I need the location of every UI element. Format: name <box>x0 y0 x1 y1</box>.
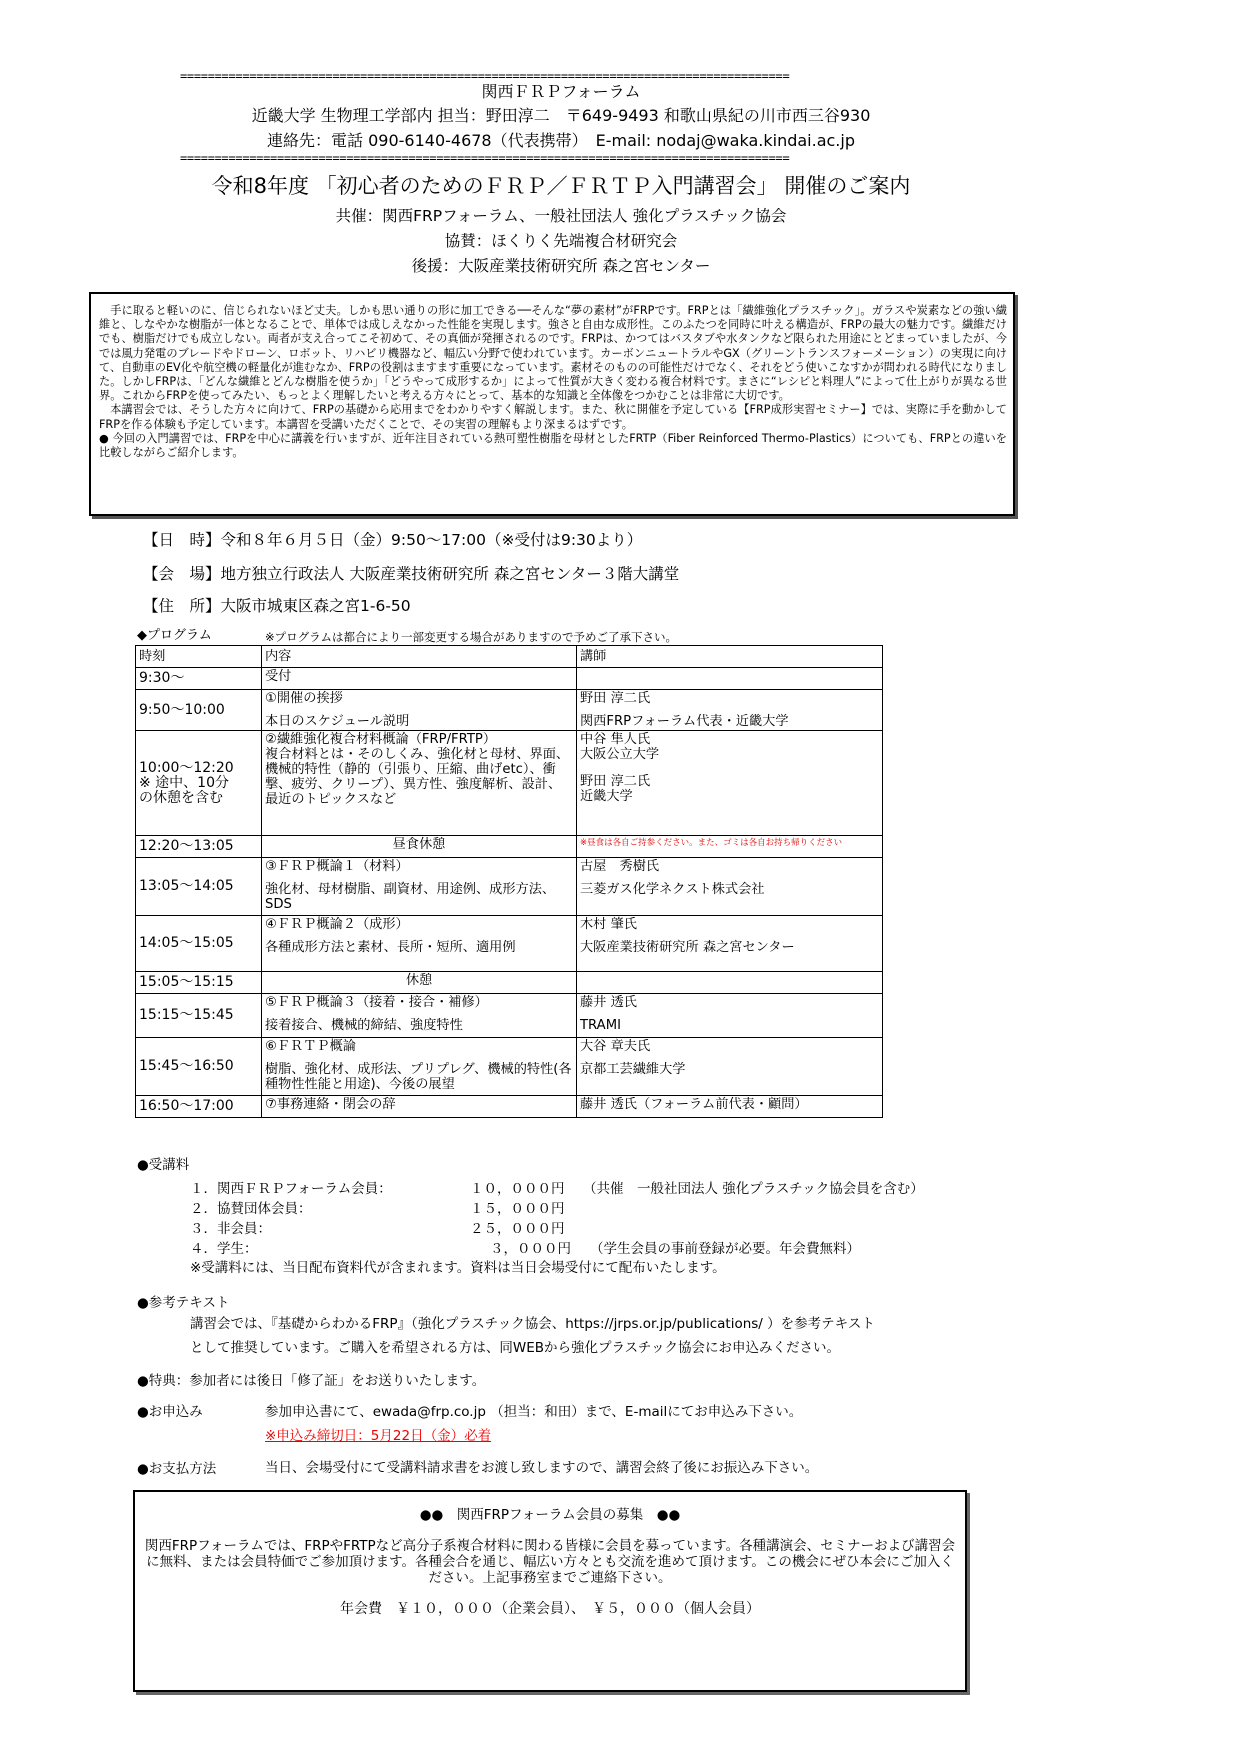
program-content-line: ①開催の挨拶 <box>265 691 343 706</box>
fees-footnote: ※受講料には、当日配布資料代が含まれます。資料は当日会場受付にて配布いたします。 <box>190 1260 726 1276</box>
program-time: 9:30～ <box>136 668 262 690</box>
program-time: 13:05～14:05 <box>136 858 262 916</box>
program-content <box>262 972 577 994</box>
fees-label: ●受講料 <box>137 1157 190 1173</box>
program-content <box>262 994 577 1038</box>
program-lecturer <box>577 972 883 994</box>
program-time: 12:20～13:05 <box>136 836 262 858</box>
table-row <box>136 668 883 690</box>
program-content-line: 昼食休憩 <box>392 837 446 852</box>
program-lecturer <box>577 916 883 972</box>
fee-price: ３，０００円 <box>490 1241 571 1257</box>
fee-name: １．関西ＦＲＰフォーラム会員： <box>190 1181 392 1197</box>
program-content <box>262 1096 577 1118</box>
program-content <box>262 668 577 690</box>
table-row <box>136 1038 883 1096</box>
program-table <box>135 645 883 1118</box>
support-line: 協賛：ほくりく先端複合材研究会 <box>444 232 678 250</box>
program-lecturer-line: 関西FRPフォーラム代表・近畿大学 <box>580 714 789 729</box>
table-row <box>136 916 883 972</box>
event-venue: 【会 場】地方独立行政法人 大阪産業技術研究所 森之宮センター３階大講堂 <box>143 565 680 583</box>
payment-text: 当日、会場受付にて受講料請求書をお渡し致しますので、講習会終了後にお振込み下さい。 <box>265 1460 819 1476</box>
intro-paragraph-3: ● 今回の入門講習では、FRPを中心に講義を行いますが、近年注目されている熱可塑性樹脂を母材としたFRTP（Fiber Reinforced Thermo-Plastics）についても、FRPとの違いを比較しながらご紹介します。 <box>99 431 1007 460</box>
program-lecturer <box>577 1038 883 1096</box>
program-lecturer <box>577 731 883 836</box>
textbook-line-1: 講習会では、『基礎からわかるFRP』（強化プラスチック協会、https://jrps.or.jp/publications/ ）を参考テキスト <box>190 1316 875 1332</box>
textbook-label: ●参考テキスト <box>137 1295 230 1311</box>
org-contact: 連絡先：電話 090-6140-4678（代表携帯） E-mail: nodaj@waka.kindai.ac.jp <box>267 131 855 150</box>
table-row <box>136 731 883 836</box>
member-body: 関西FRPフォーラムでは、FRPやFRTPなど高分子系複合材料に関わる皆様に会員を募っています。各種講演会、セミナーおよび講習会に無料、または会員特価でご参加頂けます。各種会合を通じ、幅広い方々とも交流を進めて頂けます。この機会にぜひ本会にご加入ください。上記事務室までご連絡下さい。 <box>144 1538 956 1586</box>
program-content-line: ⑦事務連絡・閉会の辞 <box>265 1097 396 1112</box>
member-recruit-box <box>133 1490 967 1692</box>
program-lecturer-line: 野田 淳二氏 <box>580 774 651 789</box>
program-content-line: 強化材、母材樹脂、副資材、用途例、成形方法、SDS <box>265 882 556 912</box>
program-label: ◆プログラム <box>137 628 212 643</box>
table-row <box>136 972 883 994</box>
program-time: 10:00～12:20 ※ 途中、10分 の休憩を含む <box>136 731 262 836</box>
program-content-line: ⑥ＦＲＴＰ概論 <box>265 1039 356 1054</box>
program-lecturer-line: 大谷 章夫氏 <box>580 1039 651 1054</box>
program-content-line: 各種成形方法と素材、長所・短所、適用例 <box>265 940 516 955</box>
program-time: 9:50～10:00 <box>136 690 262 731</box>
header-rule-bottom: ======================================================================================== <box>180 152 790 164</box>
program-content <box>262 858 577 916</box>
program-lecturer-line: 大阪公立大学 <box>580 747 660 762</box>
event-address: 【住 所】大阪市城東区森之宮1-6-50 <box>143 597 411 615</box>
program-lecturer-line: 藤井 透氏（フォーラム前代表・顧問） <box>580 1097 808 1112</box>
program-lecturer-line: 中谷 隼人氏 <box>580 732 651 747</box>
program-lecturer <box>577 858 883 916</box>
program-content-line: ②繊維強化複合材料概論（FRP/FRTP） <box>265 732 497 747</box>
page-title: 令和8年度 「初心者のためのＦＲＰ／ＦＲＴＰ入門講習会」 開催のご案内 <box>211 174 911 198</box>
program-lecturer-line: 大阪産業技術研究所 森之宮センター <box>580 940 795 955</box>
program-content-line: 受付 <box>265 669 292 684</box>
table-row <box>136 858 883 916</box>
program-lecturer-line: 古屋 秀樹氏 <box>580 859 660 874</box>
fee-note: （学生会員の事前登録が必要。年会費無料） <box>590 1241 860 1257</box>
member-title: ●● 関西FRPフォーラム会員の募集 ●● <box>419 1507 681 1523</box>
apply-line: 参加申込書にて、ewada@frp.co.jp （担当：和田）まで、E-mailにてお申込み下さい。 <box>265 1404 803 1420</box>
program-lecturer <box>577 690 883 731</box>
program-content <box>262 916 577 972</box>
fee-price: ２５，０００円 <box>470 1221 565 1237</box>
program-content-line: ⑤ＦＲＰ概論３（接着・接合・補修） <box>265 995 488 1010</box>
program-content-line: 複合材料とは・そのしくみ、強化材と母材、界面、機械的特性（静的（引張り、圧縮、曲げetc）、衝撃、疲労、クリープ）、異方性、強度解析、設計、最近のトピックスなど <box>265 747 570 807</box>
program-content <box>262 1038 577 1096</box>
fee-price: １５，０００円 <box>470 1201 565 1217</box>
fee-price: １０，０００円 <box>470 1181 565 1197</box>
program-time: 15:15～15:45 <box>136 994 262 1038</box>
program-time: 15:45～16:50 <box>136 1038 262 1096</box>
program-header-row <box>136 646 883 668</box>
fee-note: （共催 一般社団法人 強化プラスチック協会員を含む） <box>583 1181 924 1197</box>
fee-name: ４．学生： <box>190 1241 258 1257</box>
table-row <box>136 1096 883 1118</box>
benefit-line: ●特典：参加者には後日「修了証」をお送りいたします。 <box>137 1373 486 1389</box>
apply-deadline: ※申込み締切日：5月22日（金）必着 <box>265 1428 492 1444</box>
table-row <box>136 836 883 858</box>
program-content <box>262 836 577 858</box>
program-note: ※プログラムは都合により一部変更する場合がありますので予めご了承下さい。 <box>265 630 678 644</box>
program-content <box>262 731 577 836</box>
textbook-line-2: として推奨しています。ご購入を希望される方は、同WEBから強化プラスチック協会にお申込みください。 <box>190 1340 840 1356</box>
program-time: 15:05～15:15 <box>136 972 262 994</box>
event-datetime: 【日 時】令和８年６月５日（金）9:50～17:00（※受付は9:30より） <box>143 531 643 549</box>
program-header-cell: 内容 <box>262 646 577 668</box>
header-rule-top: ======================================================================================== <box>180 70 790 82</box>
program-time: 14:05～15:05 <box>136 916 262 972</box>
program-content-line: ④ＦＲＰ概論２（成形） <box>265 917 409 932</box>
program-content-line: 樹脂、強化材、成形法、プリプレグ、機械的特性(各種物性性能と用途)、今後の展望 <box>265 1062 572 1092</box>
intro-paragraph-1: 手に取ると軽いのに、信じられないほど丈夫。しかも思い通りの形に加工できる──そんな“夢の素材”がFRPです。FRPとは「繊維強化プラスチック」。ガラスや炭素などの強い繊維と、しなやかな樹脂が一体となることで、単体では成しえなかった性能を実現します。強さと自由な成形性。このふたつを同時に叶える構造が、FRPの最大の魅力です。繊維だけでも、樹脂だけでも成立しない。両者が支え合ってこそ初めて、その真価が発揮されるのです。FRPは、かつてはバスタブや水タンクなど限られた用途にとどまっていましたが、今では風力発電のブレードやドローン、ロボット、リハビリ機器など、幅広い分野で使われています。カーボンニュートラルやGX（グリーントランスフォーメーション）の実現に向けて、自動車のEV化や航空機の軽量化が進むなか、FRPの役割はますます重要になっています。素材そのものの可能性だけでなく、それをどう使いこなすかが問われる時代になりました。しかしFRPは、「どんな繊維とどんな樹脂を使うか」「どうやって成形するか」によって性質が大きく変わる複合材料です。まさに“レシピと料理人”によって仕上がりが異なる世界。これからFRPを使ってみたい、もっとよく理解したいと考える方々にとって、基本的な知識と全体像をつかむことは非常に大切です。 <box>99 304 1007 403</box>
apply-label: ●お申込み <box>137 1404 203 1420</box>
table-row <box>136 994 883 1038</box>
program-lecturer-line: TRAMI <box>580 1018 621 1033</box>
program-header-cell: 講師 <box>577 646 883 668</box>
program-lecturer-line: 三菱ガス化学ネクスト株式会社 <box>580 882 765 897</box>
program-content <box>262 690 577 731</box>
program-content-line: ③ＦＲＰ概論１（材料） <box>265 859 409 874</box>
fee-name: ２．協賛団体会員： <box>190 1201 312 1217</box>
program-header-cell: 時刻 <box>136 646 262 668</box>
member-fee: 年会費 ￥１０，０００（企業会員）、 ￥５，０００（個人会員） <box>340 1601 760 1617</box>
org-name: 関西ＦＲＰフォーラム <box>481 82 641 101</box>
program-lecturer-line: 野田 淳二氏 <box>580 691 651 706</box>
program-lecturer-line: 藤井 透氏 <box>580 995 637 1010</box>
program-content-line: 接着接合、機械的締結、強度特性 <box>265 1018 463 1033</box>
payment-label: ●お支払方法 <box>137 1461 217 1477</box>
program-lecturer-line: 木村 肇氏 <box>580 917 637 932</box>
program-lecturer <box>577 836 883 858</box>
table-row <box>136 690 883 731</box>
intro-box <box>89 292 1015 516</box>
program-content-line: 本日のスケジュール説明 <box>265 714 410 729</box>
program-lecturer-line: ※昼食は各自ご持参ください。また、ゴミは各自お持ち帰りください <box>580 838 843 848</box>
cohost-line: 共催：関西FRPフォーラム、一般社団法人 強化プラスチック協会 <box>335 207 787 225</box>
program-lecturer <box>577 1096 883 1118</box>
fee-name: ３．非会員： <box>190 1221 271 1237</box>
program-time: 16:50～17:00 <box>136 1096 262 1118</box>
program-content-line: 休憩 <box>405 973 433 988</box>
intro-paragraph-2: 本講習会では、そうした方々に向けて、FRPの基礎から応用までをわかりやすく解説します。また、秋に開催を予定している【FRP成形実習セミナー】では、実際に手を動かしてFRPを作る体験も予定しています。本講習を受講いただくことで、その実習の理解もより深まるはずです。 <box>99 403 1007 431</box>
sponsor-line: 後援：大阪産業技術研究所 森之宮センター <box>411 257 711 275</box>
program-lecturer <box>577 668 883 690</box>
org-address: 近畿大学 生物理工学部内 担当：野田淳二 〒649-9493 和歌山県紀の川市西三谷930 <box>251 106 871 125</box>
program-lecturer-line: 京都工芸繊維大学 <box>580 1062 686 1077</box>
program-lecturer <box>577 994 883 1038</box>
program-lecturer-line: 近畿大学 <box>580 789 633 804</box>
